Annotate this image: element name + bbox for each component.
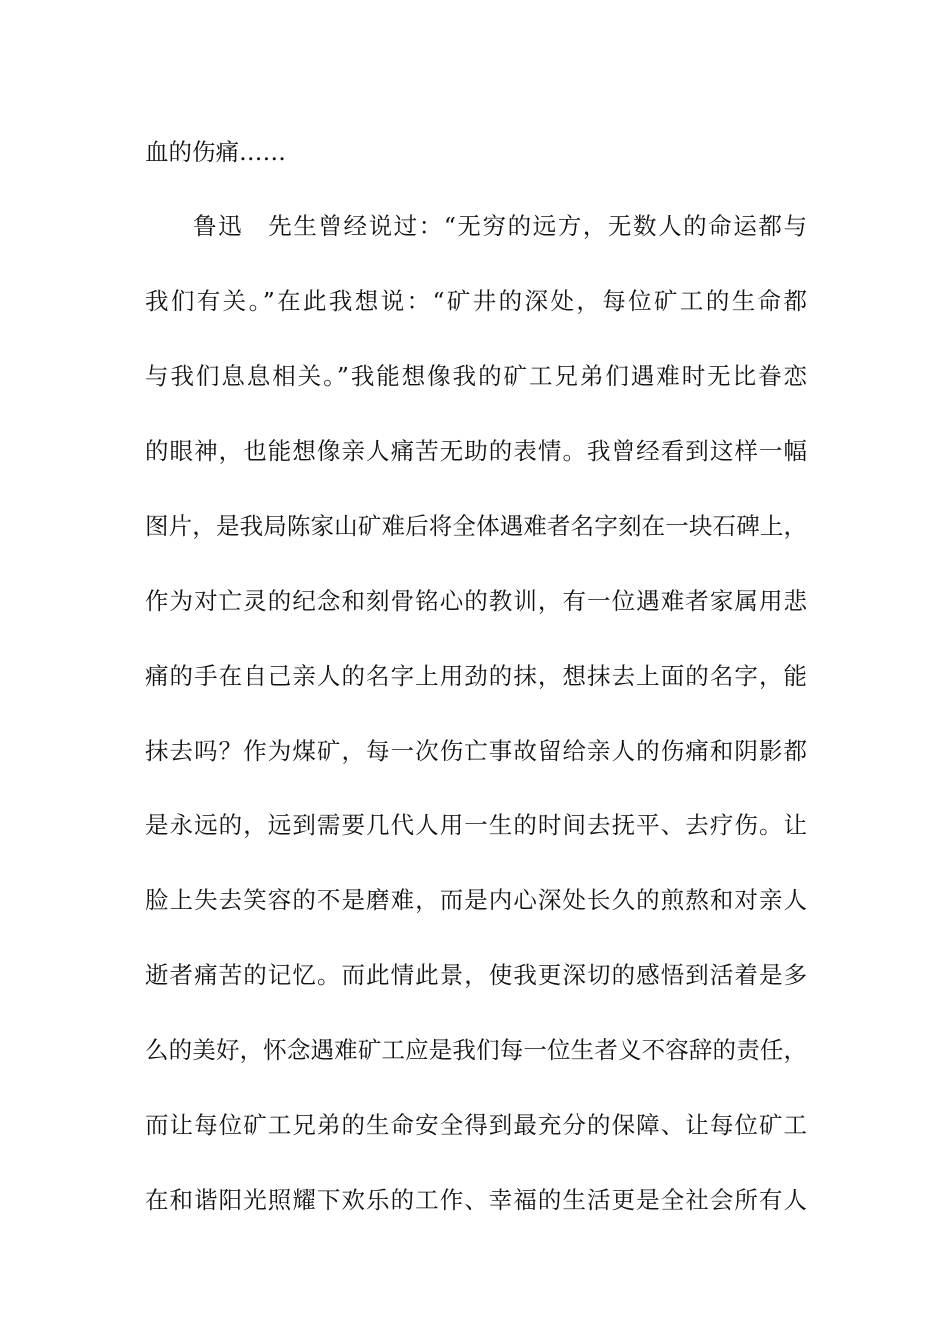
- text-line: 痛的手在自己亲人的名字上用劲的抹，想抹去上面的名字，能: [145, 662, 807, 690]
- text-line: 而让每位矿工兄弟的生命安全得到最充分的保障、让每位矿工: [145, 1111, 807, 1139]
- text-line: 是永远的，远到需要几代人用一生的时间去抚平、去疗伤。让: [145, 811, 807, 839]
- text-line: 作为对亡灵的纪念和刻骨铭心的教训，有一位遇难者家属用悲: [145, 587, 807, 615]
- paragraph-first-line: 鲁迅 先生曾经说过：“无穷的远方，无数人的命运都与: [193, 212, 807, 240]
- text-line: 与我们息息相关。”我能想像我的矿工兄弟们遇难时无比眷恋: [145, 362, 807, 390]
- text-line: 脸上失去笑容的不是磨难，而是内心深处长久的煎熬和对亲人: [145, 886, 807, 914]
- text-line: 在和谐阳光照耀下欢乐的工作、幸福的生活更是全社会所有人: [145, 1186, 807, 1214]
- text-line: 的眼神，也能想像亲人痛苦无助的表情。我曾经看到这样一幅: [145, 437, 807, 465]
- text-line: 图片，是我局陈家山矿难后将全体遇难者名字刻在一块石碑上，: [145, 512, 807, 540]
- text-line: 么的美好，怀念遇难矿工应是我们每一位生者义不容辞的责任，: [145, 1036, 807, 1064]
- text-line: 抹去吗？作为煤矿，每一次伤亡事故留给亲人的伤痛和阴影都: [145, 737, 807, 765]
- text-line: 逝者痛苦的记忆。而此情此景，使我更深切的感悟到活着是多: [145, 961, 807, 989]
- text-line: 我们有关。”在此我想说：“矿井的深处，每位矿工的生命都: [145, 287, 807, 315]
- text-line: 血的伤痛……: [145, 138, 286, 166]
